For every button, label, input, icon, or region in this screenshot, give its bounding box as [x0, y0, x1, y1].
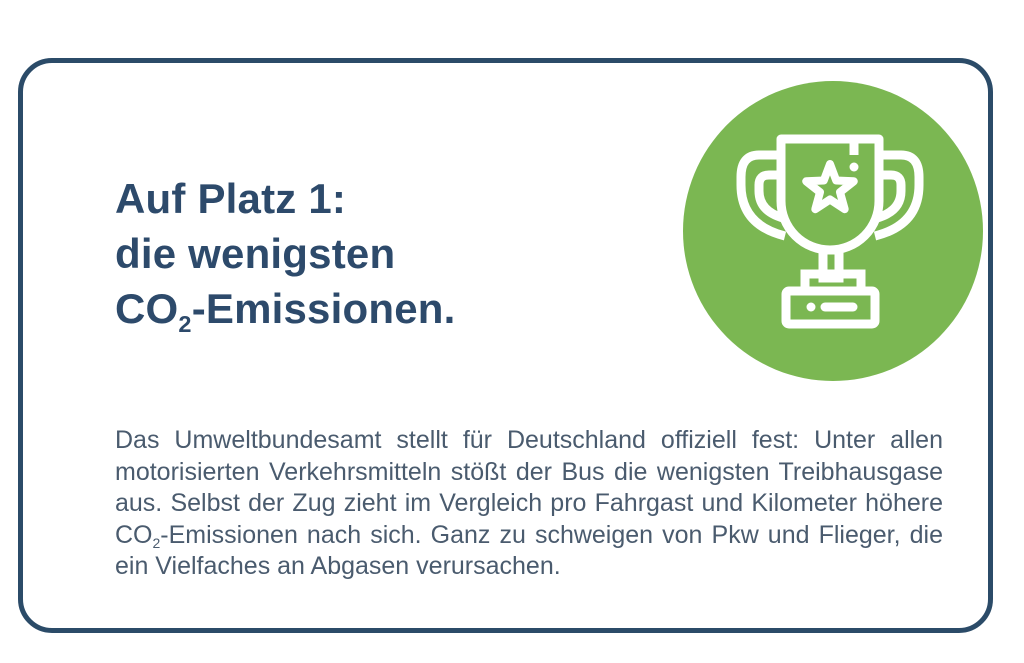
- card-description: [115, 425, 943, 583]
- co2-subscript: 2: [152, 534, 161, 551]
- description-co2-text: CO: [115, 520, 153, 549]
- info-card: [18, 58, 993, 633]
- description-part-1: Das Umweltbundesamt stellt für Deutschland offiziell fest: Unter allen motorisierten Verkehrsmitteln stößt der Bus die wenigsten Treibhausgase aus. Selbst der Zug zieht im Vergleich pro Fahrgast und Kilometer höhere: [115, 426, 943, 517]
- card-title: [115, 171, 455, 336]
- trophy-icon: [733, 131, 933, 331]
- title-line-3: [115, 281, 455, 336]
- title-line-3-suffix: -Emissionen.: [191, 285, 456, 332]
- description-part-2: -Emissionen nach sich. Ganz zu schweigen von Pkw und Flieger, die ein Vielfaches an Abgasen verursachen.: [115, 520, 943, 580]
- trophy-badge: [683, 81, 983, 381]
- co2-subscript: 2: [178, 310, 192, 337]
- title-co2-text: CO: [115, 285, 179, 332]
- title-line-2: die wenigsten: [115, 230, 396, 277]
- title-line-1: Auf Platz 1:: [115, 175, 347, 222]
